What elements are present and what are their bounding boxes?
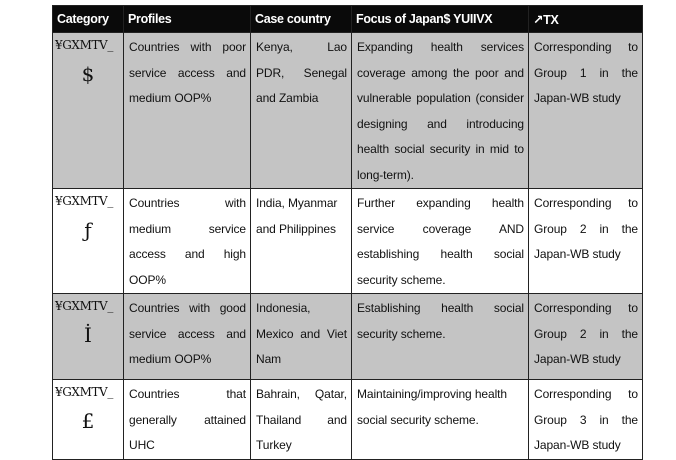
- profile-cell: [124, 380, 251, 460]
- table-header-row: [53, 6, 643, 33]
- focus-cell: [352, 380, 529, 460]
- note-cell: [529, 33, 643, 189]
- table-row: [53, 33, 643, 189]
- category-glyph: £: [81, 409, 95, 433]
- country-text: India, Myanmar and Philippines: [256, 196, 338, 236]
- category-glyph: $: [81, 62, 95, 86]
- category-cell: [53, 380, 124, 460]
- header-case-country: Case country: [251, 6, 352, 33]
- country-text: Kenya, Lao PDR, Senegal and Zambia: [256, 40, 347, 105]
- category-glyph: İ: [84, 323, 92, 347]
- uhc-category-table-wrap: [52, 5, 642, 460]
- header-note: ↗TX: [529, 6, 643, 33]
- profile-cell: [124, 33, 251, 189]
- country-cell: [251, 189, 352, 294]
- table-row: [53, 294, 643, 380]
- profile-cell: [124, 189, 251, 294]
- header-profiles: Profiles: [124, 6, 251, 33]
- profile-text: Countries that generally attained UHC: [129, 387, 246, 452]
- note-text: Corresponding to Group 2 in the Japan-WB study: [534, 301, 638, 366]
- note-cell: [529, 189, 643, 294]
- category-label: ¥GXMTV_: [55, 299, 113, 313]
- focus-cell: [352, 294, 529, 380]
- focus-text: Maintaining/improving health social security scheme.: [357, 387, 507, 427]
- focus-cell: [352, 189, 529, 294]
- country-cell: [251, 33, 352, 189]
- uhc-category-table: [52, 5, 643, 460]
- category-label: ¥GXMTV_: [55, 194, 113, 208]
- note-cell: [529, 380, 643, 460]
- focus-text: Expanding health services coverage among the poor and vulnerable population (consider designing and introducing health social security in mid to long-term).: [357, 40, 524, 182]
- category-cell: [53, 294, 124, 380]
- country-text: Indonesia, Mexico and Viet Nam: [256, 301, 347, 366]
- note-text: Corresponding to Group 3 in the Japan-WB study: [534, 387, 638, 452]
- focus-text: Establishing health social security scheme.: [357, 301, 524, 341]
- focus-cell: [352, 33, 529, 189]
- profile-text: Countries with poor service access and medium OOP%: [129, 40, 246, 105]
- country-cell: [251, 380, 352, 460]
- category-cell: [53, 189, 124, 294]
- category-label: ¥GXMTV_: [55, 385, 113, 399]
- profile-cell: [124, 294, 251, 380]
- note-text: Corresponding to Group 2 in the Japan-WB study: [534, 196, 638, 261]
- category-label: ¥GXMTV_: [55, 38, 113, 52]
- focus-text: Further expanding health service coverage AND establishing health social security scheme.: [357, 196, 524, 287]
- header-focus: Focus of Japan$ YUIIVX: [352, 6, 529, 33]
- country-cell: [251, 294, 352, 380]
- note-cell: [529, 294, 643, 380]
- country-text: Bahrain, Qatar, Thailand and Turkey: [256, 387, 347, 452]
- profile-text: Countries with medium service access and high OOP%: [129, 196, 246, 287]
- note-text: Corresponding to Group 1 in the Japan-WB study: [534, 40, 638, 105]
- table-row: [53, 380, 643, 460]
- header-category: Category: [53, 6, 124, 33]
- category-cell: [53, 33, 124, 189]
- profile-text: Countries with good service access and medium OOP%: [129, 301, 246, 366]
- table-row: [53, 189, 643, 294]
- category-glyph: ƒ: [84, 218, 92, 242]
